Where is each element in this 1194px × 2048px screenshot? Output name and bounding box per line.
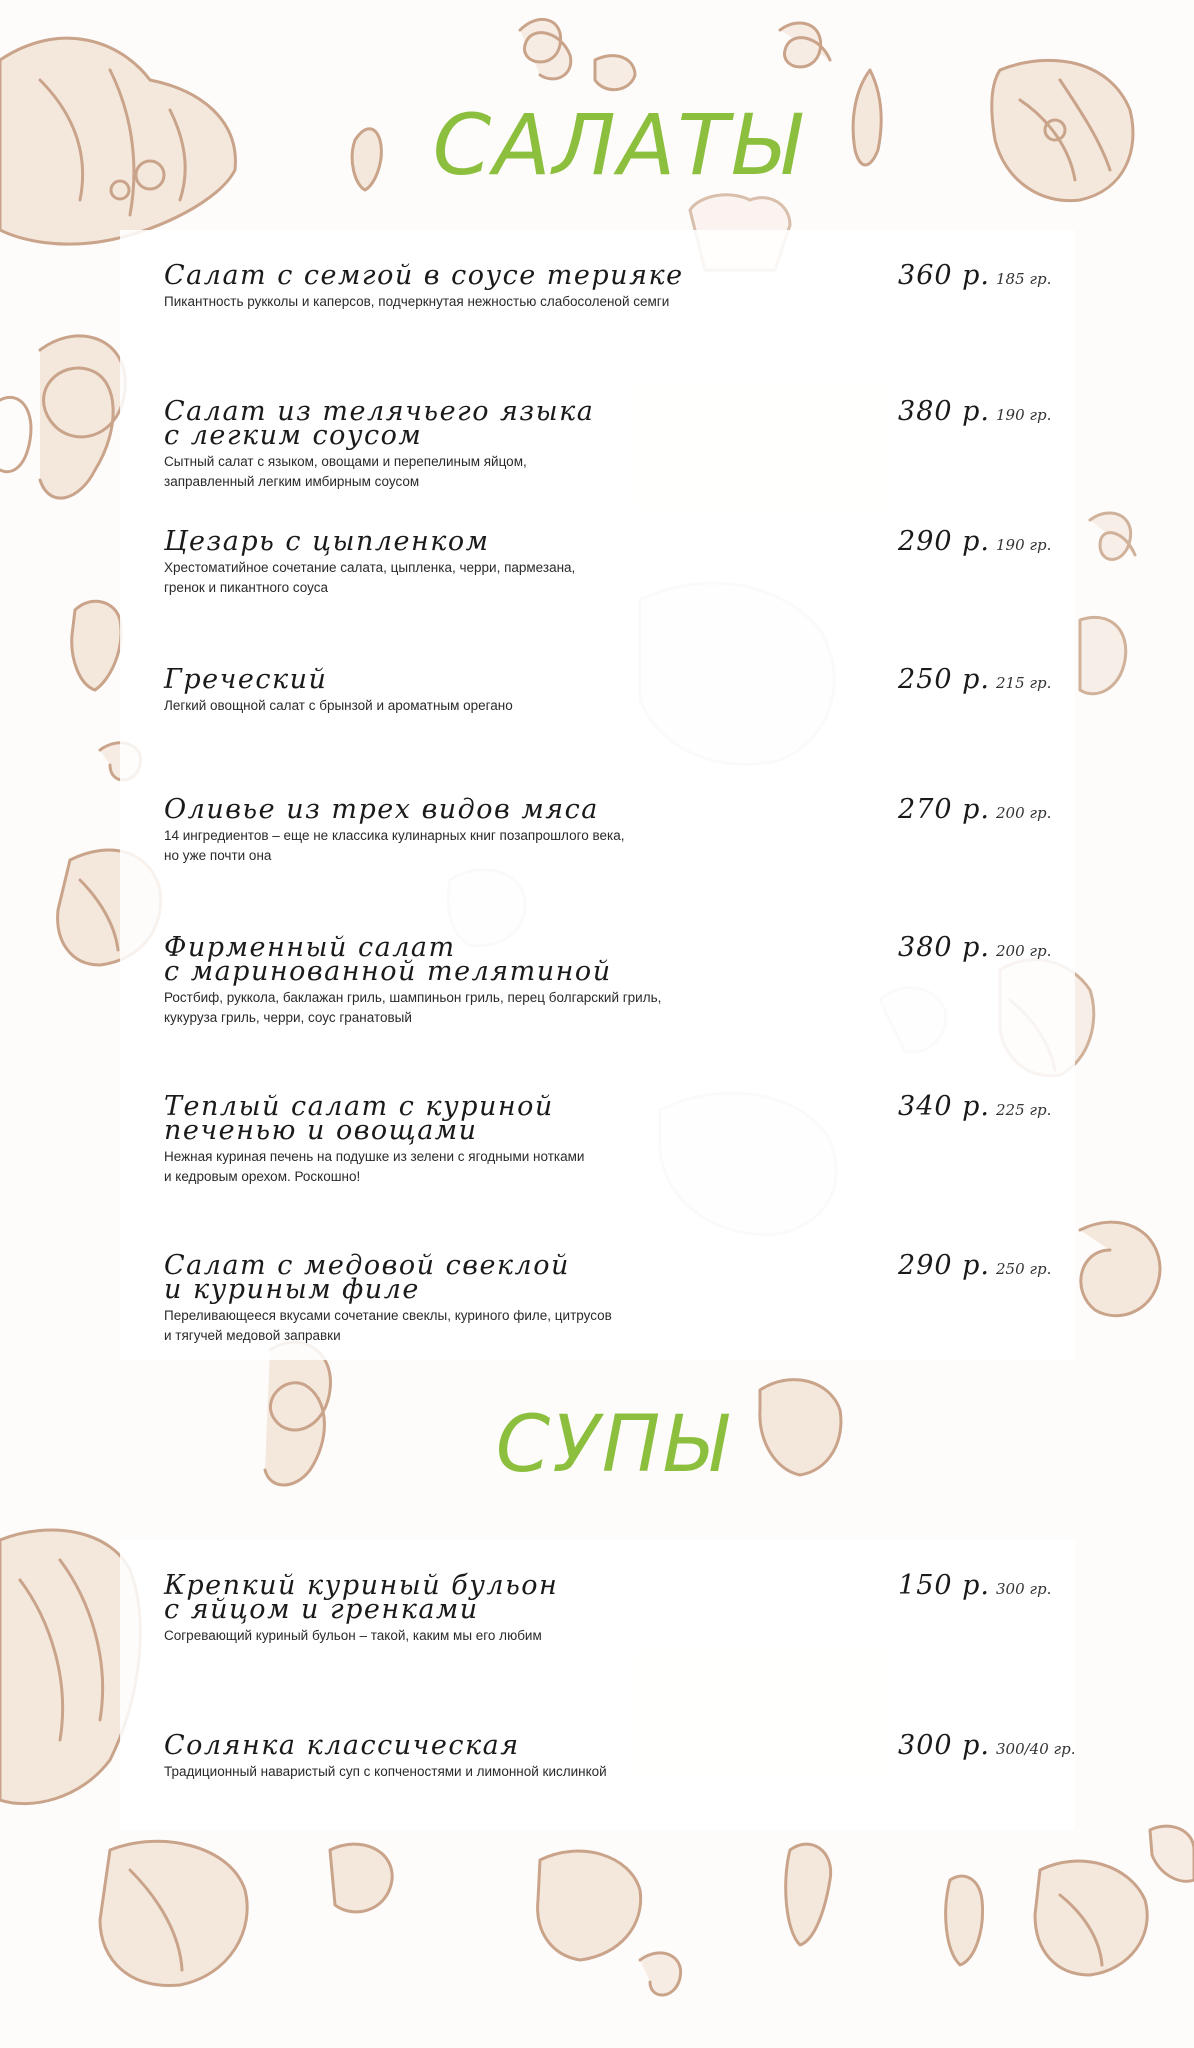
dish-name: Греческий <box>164 664 328 695</box>
price-block <box>804 794 1064 825</box>
menu-item <box>164 1091 1064 1187</box>
price-block <box>804 1091 1064 1122</box>
price-block <box>804 396 1064 427</box>
dish-description: Сытный салат с языком, овощами и перепелиным яйцом, заправленный легким имбирным соусом <box>164 454 527 489</box>
dish-weight: 300 гр. <box>996 1580 1052 1598</box>
dish-price: 270 р. <box>898 794 990 825</box>
dish-description: Традиционный наваристый суп с копченостями и лимонной кислинкой <box>164 1764 607 1779</box>
dish-description: Ростбиф, руккола, баклажан гриль, шампиньон гриль, перец болгарский гриль, кукуруза гриль, черри, соус гранатовый <box>164 990 662 1025</box>
price-block <box>804 526 1064 557</box>
dish-name: Цезарь с цыпленком <box>164 526 490 557</box>
dish-price: 290 р. <box>898 1250 990 1281</box>
dish-price: 340 р. <box>898 1091 990 1122</box>
menu-item <box>164 526 1064 598</box>
price-block <box>804 260 1064 291</box>
menu-item <box>164 396 1064 492</box>
dish-price: 380 р. <box>898 396 990 427</box>
dish-weight: 300/40 гр. <box>996 1740 1076 1758</box>
dish-weight: 190 гр. <box>996 406 1052 424</box>
dish-name: Салат с медовой свеклой и куриным филе <box>164 1250 570 1305</box>
menu-item <box>164 1730 1076 1782</box>
menu-item <box>164 260 1064 312</box>
dish-name: Оливье из трех видов мяса <box>164 794 599 825</box>
dish-weight: 225 гр. <box>996 1101 1052 1119</box>
price-block <box>804 1730 1076 1761</box>
dish-name: Салат из телячьего языка с легким соусом <box>164 396 595 451</box>
dish-price: 360 р. <box>898 260 990 291</box>
price-block <box>804 932 1064 963</box>
dish-price: 150 р. <box>898 1570 990 1601</box>
section-title-soups: СУПЫ <box>495 1400 729 1490</box>
menu-item <box>164 1570 1064 1646</box>
dish-description: Согревающий куриный бульон – такой, каким мы его любим <box>164 1628 542 1643</box>
dish-price: 290 р. <box>898 526 990 557</box>
dish-price: 380 р. <box>898 932 990 963</box>
dish-description: Хрестоматийное сочетание салата, цыпленка, черри, пармезана, гренок и пикантного соуса <box>164 560 576 595</box>
section-title-salads: САЛАТЫ <box>432 96 802 194</box>
dish-name: Фирменный салат с маринованной телятиной <box>164 932 612 987</box>
dish-weight: 185 гр. <box>996 270 1052 288</box>
dish-name: Салат с семгой в соусе терияке <box>164 260 684 291</box>
dish-name: Крепкий куриный бульон с яйцом и гренками <box>164 1570 559 1625</box>
price-block <box>804 1250 1064 1281</box>
menu-item <box>164 794 1064 866</box>
menu-item <box>164 1250 1064 1346</box>
dish-price: 250 р. <box>898 664 990 695</box>
dish-description: Переливающееся вкусами сочетание свеклы, куриного филе, цитрусов и тягучей медовой заправки <box>164 1308 612 1343</box>
dish-description: 14 ингредиентов – еще не классика кулинарных книг позапрошлого века, но уже почти она <box>164 828 625 863</box>
dish-description: Пикантность рукколы и каперсов, подчеркнутая нежностью слабосоленой семги <box>164 294 670 309</box>
dish-name: Теплый салат с куриной печенью и овощами <box>164 1091 554 1146</box>
dish-weight: 250 гр. <box>996 1260 1052 1278</box>
menu-item <box>164 932 1064 1028</box>
dish-weight: 200 гр. <box>996 942 1052 960</box>
dish-description: Легкий овощной салат с брынзой и ароматным орегано <box>164 698 513 713</box>
dish-name: Солянка классическая <box>164 1730 520 1761</box>
dish-weight: 190 гр. <box>996 536 1052 554</box>
dish-weight: 215 гр. <box>996 674 1052 692</box>
menu-item <box>164 664 1064 716</box>
price-block <box>804 664 1064 695</box>
dish-description: Нежная куриная печень на подушке из зелени с ягодными нотками и кедровым орехом. Роскошно! <box>164 1149 585 1184</box>
dish-weight: 200 гр. <box>996 804 1052 822</box>
price-block <box>804 1570 1064 1601</box>
dish-price: 300 р. <box>898 1730 990 1761</box>
